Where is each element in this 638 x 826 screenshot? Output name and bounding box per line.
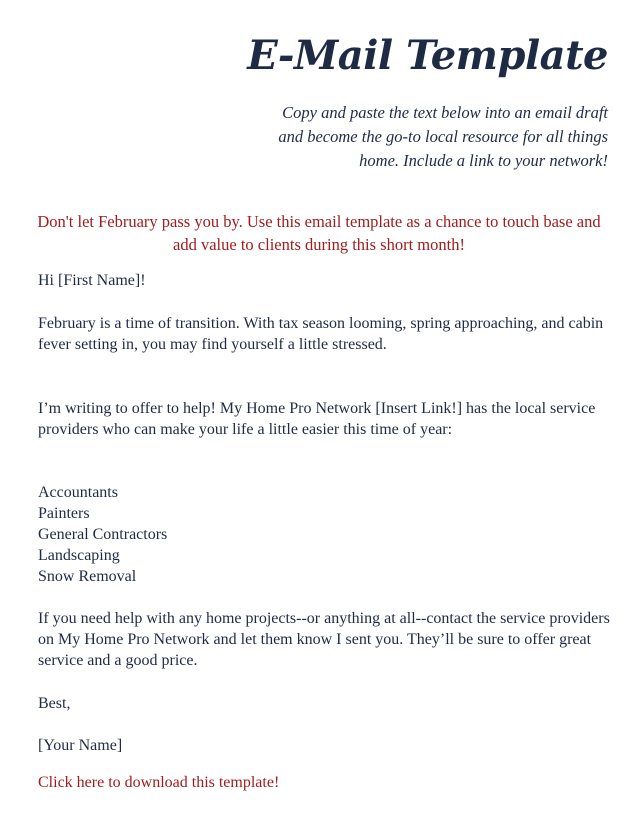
- instructions-text: Copy and paste the text below into an email draft and become the go-to local resource for all things home. Include a link to your network!: [278, 103, 608, 170]
- services-list: [38, 482, 618, 587]
- email-paragraph-3: If you need help with any home projects--or anything at all--contact the service providers on My Home Pro Network and let them know I sent you. They’ll be sure to offer great service and a good price.: [38, 610, 610, 669]
- download-template-link[interactable]: Click here to download this template!: [38, 774, 280, 791]
- list-item: Painters: [38, 505, 90, 522]
- list-item: Landscaping: [38, 547, 120, 564]
- email-paragraph-1: February is a time of transition. With tax season looming, spring approaching, and cabin fever setting in, you may find yourself a little stressed.: [38, 315, 604, 353]
- intro-text: Don't let February pass you by. Use this email template as a chance to touch base and add value to clients during this short month!: [37, 212, 601, 254]
- email-signoff: Best,: [38, 695, 71, 712]
- list-item: Snow Removal: [38, 568, 137, 585]
- email-signature: [Your Name]: [38, 737, 123, 754]
- page-title: E-Mail Template: [247, 32, 608, 79]
- email-paragraph-2: I’m writing to offer to help! My Home Pro Network [Insert Link!] has the local service providers who can make your life a little easier this time of year:: [38, 400, 596, 438]
- list-item: General Contractors: [38, 526, 168, 543]
- email-greeting: Hi [First Name]!: [38, 272, 146, 289]
- list-item: Accountants: [38, 484, 118, 501]
